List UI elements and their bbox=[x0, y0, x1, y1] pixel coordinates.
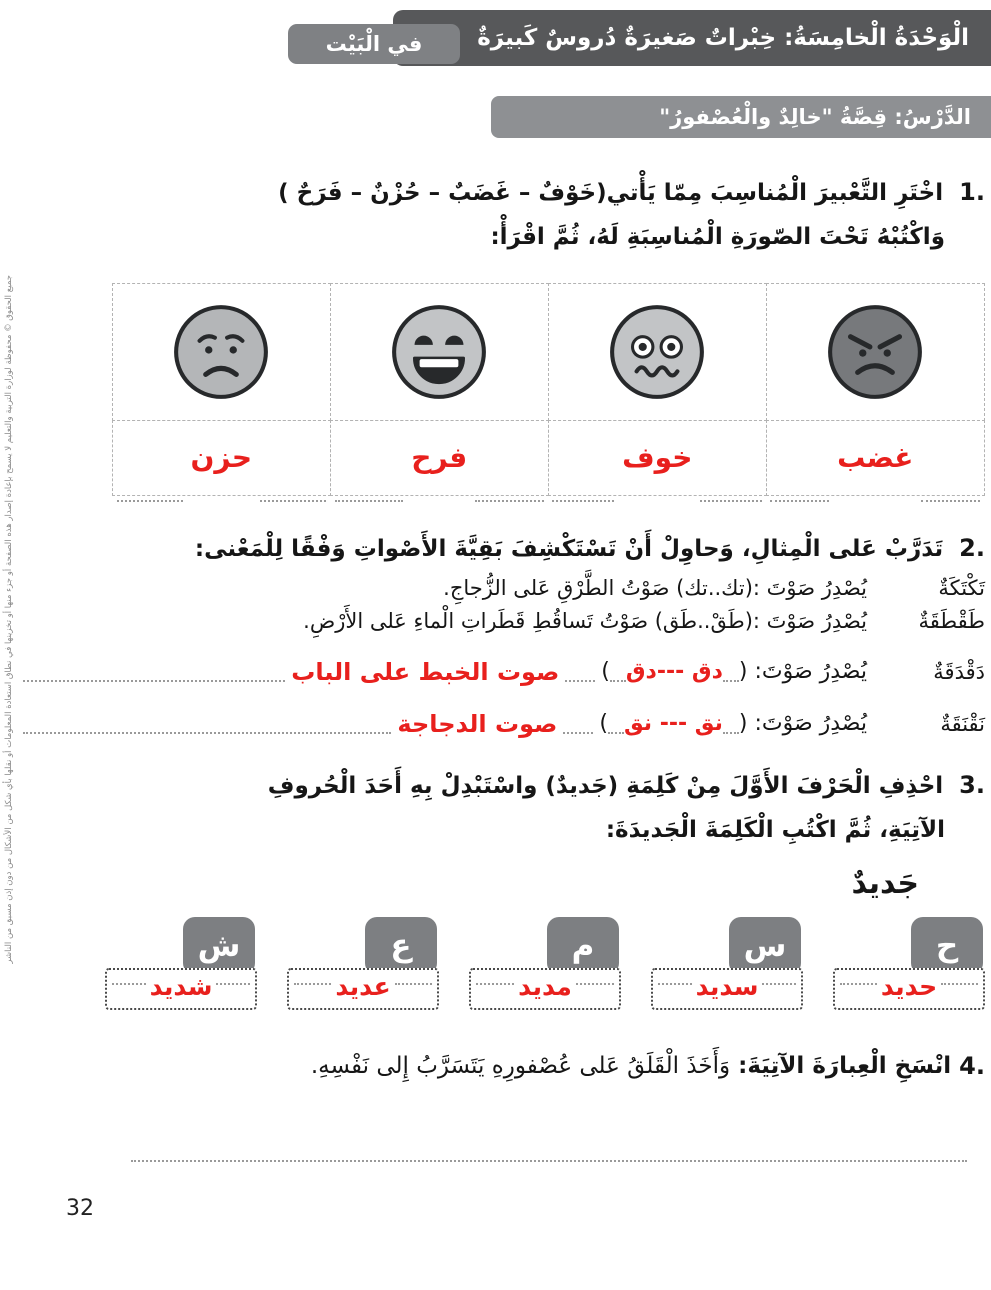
dotted-line bbox=[723, 732, 739, 734]
q1-text-line2: وَاكْتُبْهُ تَحْتَ الصّورَةِ الْمُناسِبَةِ لَهُ، ثُمَّ اقْرَأْ: bbox=[490, 224, 945, 250]
face-cell bbox=[766, 283, 986, 421]
dotted-line bbox=[216, 983, 250, 985]
q4-label: انْسَخِ الْعِبارَةَ الآتِيَةَ: bbox=[738, 1052, 952, 1079]
copyright-vertical-text: جميع الحقوق © محفوظة لوزارة التربية والتعليم لا يسمح بإعادة إصدار هذه الصفحة أو جزء منها أو تخزينها في نطاق استعادة المعلومات أو نقلها بأي شكل من الأشكال من دون إذن مسبق من الناشر bbox=[4, 275, 14, 964]
emotion-answer: فرح bbox=[411, 441, 468, 474]
letter-tab: ع bbox=[365, 917, 437, 975]
happy-face-icon bbox=[388, 301, 490, 403]
lesson-title-banner bbox=[491, 96, 991, 138]
dotted-line bbox=[608, 732, 624, 734]
handwritten-answer: نق --- نق bbox=[623, 710, 723, 736]
home-badge bbox=[288, 24, 460, 64]
face-cell bbox=[112, 283, 332, 421]
worksheet-content bbox=[23, 170, 985, 1162]
answer-cell bbox=[548, 420, 768, 496]
dotted-line bbox=[23, 680, 285, 682]
dotted-line bbox=[260, 500, 326, 502]
page-number: 32 bbox=[66, 1196, 94, 1221]
dotted-line bbox=[294, 983, 331, 985]
q4-number: 4. bbox=[959, 1051, 985, 1080]
sound-word: دَقْدَقَةٌ bbox=[933, 659, 985, 684]
emotion-cell-angry bbox=[767, 283, 985, 496]
dotted-line bbox=[723, 680, 739, 682]
sound-word: تَكْتَكَةٌ bbox=[938, 575, 985, 600]
dotted-line bbox=[576, 983, 614, 985]
dotted-line bbox=[770, 500, 829, 502]
letter-answer: شديد bbox=[149, 972, 213, 1001]
lesson-title: الدَّرْسُ: قِصَّةُ "خالِدٌ والْعُصْفورُ" bbox=[659, 105, 971, 129]
q4-prompt bbox=[23, 1044, 985, 1088]
q3-letters-row bbox=[101, 917, 985, 1010]
dotted-line bbox=[23, 732, 391, 734]
emotion-answer: خوف bbox=[622, 441, 693, 474]
emotion-cell-happy bbox=[331, 283, 549, 496]
dotted-line bbox=[476, 983, 514, 985]
home-badge-label: في الْبَيْت bbox=[325, 32, 423, 56]
copy-write-line bbox=[131, 1160, 967, 1162]
q1-number: 1. bbox=[959, 178, 985, 206]
q1-text-line1: اخْتَرِ التَّعْبيرَ الْمُناسِبَ مِمّا يَأْتي(خَوْفٌ – غَضَبٌ – حُزْنٌ – فَرَحٌ ) bbox=[278, 180, 944, 206]
dotted-line bbox=[700, 500, 762, 502]
answer-box bbox=[469, 968, 621, 1010]
answer-cell bbox=[766, 420, 986, 496]
answer-box bbox=[651, 968, 803, 1010]
dotted-line bbox=[475, 500, 544, 502]
dotted-line bbox=[335, 500, 404, 502]
dotted-line bbox=[395, 983, 432, 985]
q1-prompt-line1 bbox=[23, 170, 985, 215]
q3-text-line1: احْذِفِ الْحَرْفَ الأَوَّلَ مِنْ كَلِمَةِ (جَديدٌ) واسْتَبْدِلْ بِهِ أَحَدَ الْحُروفِ bbox=[267, 772, 944, 799]
dotted-line bbox=[840, 983, 877, 985]
letter-tab: ح bbox=[911, 917, 983, 975]
letter-tab: ش bbox=[183, 917, 255, 975]
handwritten-answer: صوت الخبط على الباب bbox=[291, 657, 560, 686]
emotion-answer: غضب bbox=[837, 441, 914, 474]
letter-item bbox=[283, 917, 439, 1010]
dotted-line bbox=[117, 500, 183, 502]
letter-item bbox=[465, 917, 621, 1010]
letter-answer: مديد bbox=[518, 972, 572, 1001]
emotion-answer: حزن bbox=[190, 441, 252, 474]
emotion-cell-scared bbox=[549, 283, 767, 496]
dotted-line bbox=[658, 983, 692, 985]
answer-close: ) bbox=[599, 710, 608, 736]
dotted-line bbox=[762, 983, 796, 985]
q2-answer-row bbox=[23, 707, 985, 741]
answer-box bbox=[105, 968, 257, 1010]
dotted-line bbox=[565, 680, 595, 682]
face-cell bbox=[330, 283, 550, 421]
dotted-line bbox=[563, 732, 593, 734]
unit-title: الْوَحْدَةُ الْخامِسَةُ: خِبْراتٌ صَغيرَةٌ دُروسٌ كَبيرَةٌ bbox=[477, 25, 969, 51]
face-cell bbox=[548, 283, 768, 421]
dotted-line bbox=[112, 983, 146, 985]
emotion-cell-sad bbox=[113, 283, 331, 496]
letter-item bbox=[647, 917, 803, 1010]
q3-prompt-line1 bbox=[23, 763, 985, 808]
letter-answer: عديد bbox=[335, 972, 391, 1001]
answer-write-area bbox=[23, 655, 595, 689]
sound-word: طَقْطَقَةٌ bbox=[918, 608, 985, 633]
q1-emotion-table bbox=[113, 283, 985, 496]
q1-prompt-line2 bbox=[23, 215, 985, 259]
letter-item bbox=[829, 917, 985, 1010]
answer-lead: يُصْدِرُ صَوْتَ: ( bbox=[738, 658, 867, 684]
q3-base-word: جَديدٌ bbox=[851, 865, 919, 901]
scared-face-icon bbox=[606, 301, 708, 403]
q2-number: 2. bbox=[959, 533, 985, 562]
dotted-line bbox=[610, 680, 626, 682]
answer-cell bbox=[112, 420, 332, 496]
letter-tab: س bbox=[729, 917, 801, 975]
sad-face-icon bbox=[170, 301, 272, 403]
dotted-line bbox=[552, 500, 614, 502]
answer-write-area bbox=[23, 707, 593, 741]
q3-prompt-line2 bbox=[23, 808, 985, 852]
answer-box bbox=[833, 968, 985, 1010]
q2-example-row bbox=[23, 606, 985, 637]
angry-face-icon bbox=[824, 301, 926, 403]
q2-prompt bbox=[23, 526, 985, 571]
dotted-line bbox=[921, 500, 980, 502]
letter-answer: حديد bbox=[880, 972, 938, 1001]
answer-box bbox=[287, 968, 439, 1010]
q2-example-row bbox=[23, 573, 985, 604]
q4-sentence: وَأَخَذَ الْقَلَقُ عَلى عُصْفورِهِ يَتَسَرَّبُ إِلى نَفْسِهِ. bbox=[310, 1052, 731, 1079]
letter-tab: م bbox=[547, 917, 619, 975]
q3-text-line2: الآتِيَةِ، ثُمَّ اكْتُبِ الْكَلِمَةَ الْجَديدَةَ: bbox=[605, 816, 945, 843]
answer-lead: يُصْدِرُ صَوْتَ: ( bbox=[738, 710, 867, 736]
handwritten-answer: صوت الدجاجة bbox=[397, 709, 558, 738]
letter-item bbox=[101, 917, 257, 1010]
q2-text: تَدَرَّبْ عَلى الْمِثالِ، وَحاوِلْ أَنْ تَسْتَكْشِفَ بَقِيَّةَ الأَصْواتِ وَفْقًا لِلْمَعْنى: bbox=[194, 535, 944, 562]
unit-title-banner bbox=[393, 10, 991, 66]
answer-close: ) bbox=[601, 658, 610, 684]
q2-answer-row bbox=[23, 655, 985, 689]
handwritten-answer: دق ---دق bbox=[625, 658, 723, 684]
sound-desc: يُصْدِرُ صَوْتَ :(طَقْ..طَق) صَوْتُ تَساقُطِ قَطَراتِ الْماءِ عَلى الأَرْضِ. bbox=[303, 608, 867, 633]
q3-number: 3. bbox=[959, 770, 985, 799]
letter-answer: سديد bbox=[695, 972, 759, 1001]
dotted-line bbox=[941, 983, 978, 985]
answer-cell bbox=[330, 420, 550, 496]
sound-desc: يُصْدِرُ صَوْتَ :(تك..تك) صَوْتُ الطَّرْقِ عَلى الزُّجاجِ. bbox=[443, 575, 867, 600]
sound-word: نَقْنَقَةٌ bbox=[940, 711, 985, 736]
